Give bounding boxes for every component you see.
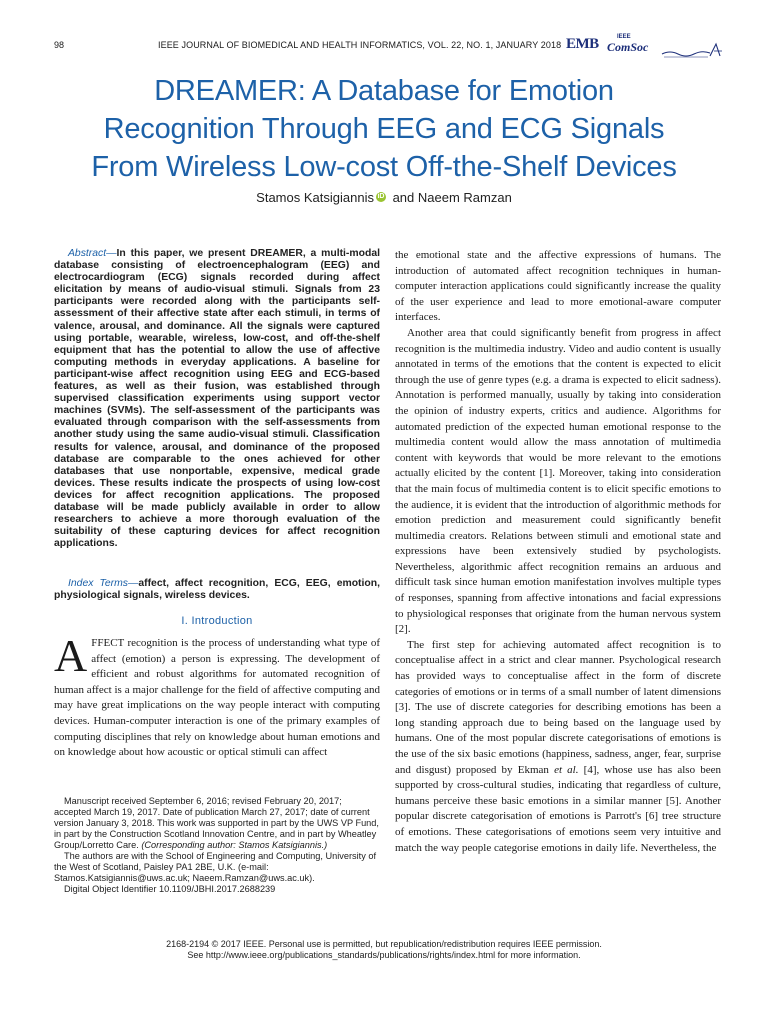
right-column-body bbox=[395, 248, 721, 856]
paper-title bbox=[40, 72, 728, 186]
index-terms-text: affect, affect recognition, ECG, EEG, emotion, physiological signals, wireless devices. bbox=[54, 578, 380, 602]
society-signature-logo bbox=[660, 40, 730, 60]
drop-cap: A bbox=[54, 630, 88, 681]
index-terms-lead: Index Terms— bbox=[68, 578, 139, 589]
author-list bbox=[0, 190, 768, 205]
abstract bbox=[54, 248, 380, 550]
comsoc-logo-ieee: IEEE bbox=[617, 34, 631, 40]
body-paragraph-3-text-b: [4], whose use has also been supported by cross-cultural studies, indicating that regardless of culture, humans perceive these basic emotions in a similar manner [5]. Another popular discrete categorisation of emotions is Parrott's [6] tree structure of emotions. These categorisations of emotions seem very intuitive and match the way people categorise emotions in daily life. Nevertheless, the bbox=[395, 763, 722, 854]
first-page-footnote bbox=[54, 796, 380, 895]
author-name: Stamos Katsigiannis bbox=[256, 190, 374, 205]
body-paragraph-1: the emotional state and the affective expressions of humans. The introduction of automated affect recognition techniques in human-computer interaction applications could significantly increase the quality of the user experience and lead to more emotional-aware computer interfaces. bbox=[395, 249, 721, 324]
index-terms bbox=[54, 578, 380, 602]
copyright-line: 2168-2194 © 2017 IEEE. Personal use is permitted, but republication/redistribution requires IEEE permission. bbox=[166, 939, 602, 949]
abstract-lead: Abstract— bbox=[68, 248, 117, 259]
journal-header: IEEE JOURNAL OF BIOMEDICAL AND HEALTH INFORMATICS, VOL. 22, NO. 1, JANUARY 2018 bbox=[158, 40, 562, 50]
title-line-3: From Wireless Low-cost Off-the-Shelf Devices bbox=[91, 151, 677, 183]
footnote-manuscript bbox=[54, 796, 380, 851]
body-paragraph-3-etal: et al. bbox=[554, 763, 579, 776]
title-line-2: Recognition Through EEG and ECG Signals bbox=[103, 113, 665, 145]
rights-url-line[interactable]: See http://www.ieee.org/publications_standards/publications/rights/index.html for more information. bbox=[187, 950, 581, 960]
section-heading-introduction: I. Introduction bbox=[181, 615, 253, 627]
body-paragraph-3-text-a: The first step for achieving automated affect recognition is to conceptualise affect in a strict and clear manner. Psychological research has provided ways to conceptualise affect in the form of discrete categories of emotions or in terms of a small number of latent dimensions [3]. The use of discrete categories for describing emotions has been a long standing approach due to being based on the language used by humans. One of the most popular discrete categorisations of emotions is the use of the six basic emotions (happiness, sadness, anger, fear, surprise and disgust) proposed by Ekman bbox=[395, 638, 721, 776]
footnote-manuscript-text: Manuscript received September 6, 2016; revised February 20, 2017; accepted March 19, 2017. Date of publication March 27, 2017; date of current version January 3, 2018. This work was supported in part by the UWS VP Fund, in part by the Construction Scotland Innovation Centre, and in part by Wheatley Group/Lorretto Care. bbox=[54, 796, 379, 850]
body-paragraph-3 bbox=[395, 638, 721, 856]
introduction-paragraph bbox=[54, 630, 380, 761]
comsoc-logo-text: ComSoc bbox=[607, 40, 649, 54]
introduction-text: FFECT recognition is the process of understanding what type of affect (emotion) a person is expressing. The development of efficient and robust algorithms for automated recognition of human affect is a major challenge for the field of affective computing and may have great implications on the way people interact with computing devices. Human-computer interaction is one of the primary examples of computing disciplines that rely on knowledge about human emotions and on knowledge about how acoustic or optical stimuli can affect bbox=[54, 637, 380, 759]
copyright-footer bbox=[0, 939, 768, 961]
body-paragraph-2: Another area that could significantly benefit from progress in affect recognition is the multimedia industry. Video and audio content is usually annotated in terms of the emotions that the content is expected to elicit through the use of genre types (e.g. a drama is expected to elicit sadness). Annotation is performed manually, usually by taking into consideration the opinion of industry experts, critics and audience. Algorithms for automated prediction of the expected human emotional response to the multimedia content would allow the mass annotation of multimedia content with keywords that would be more relevant to the emotions actually elicited by the content [1]. Moreover, taking into consideration that the main focus of multimedia content is to elicit specific emotions to the audience, it is evident that the introduction of algorithmic methods for emotion prediction and measurement could significantly benefit multimedia creators. Relations between stimuli and emotional state and expressions have been extensively studied by psychologists. Nevertheless, algorithmic affect recognition remains an arduous and difficult task since human emotion manifestation involves multiple types of responses, spanning from affective intonations and facial expressions to physiological responses that originate from the human nervous system [2]. bbox=[395, 326, 721, 636]
author-joiner: and Naeem Ramzan bbox=[392, 190, 512, 205]
footnote-corresponding-author: (Corresponding author: Stamos Katsigiannis.) bbox=[141, 840, 328, 850]
page-number: 98 bbox=[54, 40, 65, 50]
title-line-1: DREAMER: A Database for Emotion bbox=[154, 75, 614, 107]
orcid-icon[interactable]: iD bbox=[377, 193, 385, 200]
footnote-affiliation: The authors are with the School of Engineering and Computing, University of the West of Scotland, Paisley PA1 2BE, U.K. (e-mail: Stamos.Katsigiannis@uws.ac.uk; Naeem.Ramzan@uws.ac.uk). bbox=[54, 851, 377, 883]
abstract-text: In this paper, we present DREAMER, a multi-modal database consisting of electroencephalogram (EEG) and electrocardiogram (ECG) signals recorded during affect elicitation by means of audio-visual stimuli. Signals from 23 participants were recorded along with the participants self-assessment of their affective state after each stimuli, in terms of valence, arousal, and dominance. All the signals were captured using portable, wearable, wireless, low-cost, and off-the-shelf equipment that has the potential to allow the use of affective computing methods in everyday applications. A baseline for participant-wise affect recognition using EEG and ECG-based features, as well as their fusion, was established through supervised classification experiments using support vector machines (SVMs). The self-assessment of the participants was evaluated through comparison with the self-assessments from another study using the same audio-visual stimuli. Classification results for valence, arousal, and dominance of the proposed database are comparable to the ones achieved for other databases that use nonportable, expensive, medical grade devices. These results indicate the prospects of using low-cost devices for affect recognition applications. The proposed database will be made publicly available in order to allow researchers to achieve a more thorough evaluation of the suitability of these capturing devices for affect recognition applications. bbox=[54, 248, 380, 550]
footnote-doi: Digital Object Identifier 10.1109/JBHI.2017.2688239 bbox=[64, 884, 276, 894]
emb-logo: EMB bbox=[566, 36, 599, 52]
comsoc-logo bbox=[607, 34, 649, 55]
